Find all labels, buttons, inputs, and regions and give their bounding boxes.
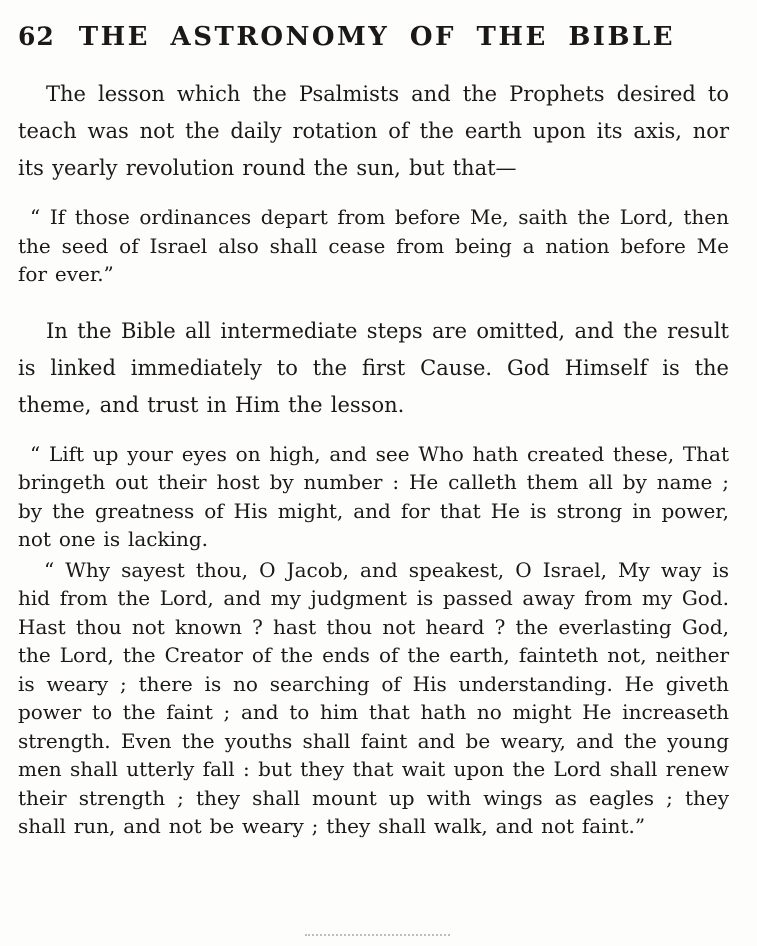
- paragraph-lesson: The lesson which the Psalmists and the Prophets desired to teach was not the daily rotation of the earth upon its axis, nor its yearly revolution round the sun, but that—: [18, 82, 729, 180]
- quotation-ordinances: “ If those ordinances depart from before Me, saith the Lord, then the seed of Israel also shall cease from being a nation before Me for ever.”: [18, 205, 729, 286]
- page-number: 62: [18, 22, 55, 51]
- page-header: [18, 22, 729, 52]
- quotation-why-sayest-thou: “ Why sayest thou, O Jacob, and speakest, O Israel, My way is hid from the Lord, and my judgment is passed away from my God. Hast thou not known ? hast thou not heard ? the everlasting God, the Lord, the Creator of the ends of the earth, fainteth not, neither is weary ; there is no searching of His understanding. He giveth power to the faint ; and to him that hath no might He increaseth strength. Even the youths shall faint and be weary, and the young men shall utterly fall : but they that wait upon the Lord shall renew their strength ; they shall mount up with wings as eagles ; they shall run, and not be weary ; they shall walk, and not faint.”: [18, 557, 729, 838]
- scan-artifact: [305, 934, 450, 936]
- running-title: THE ASTRONOMY OF THE BIBLE: [78, 22, 676, 52]
- paragraph-bible-steps: In the Bible all intermediate steps are omitted, and the result is linked immediately to the first Cause. God Himself is the theme, and trust in Him the lesson.: [18, 318, 729, 417]
- quotation-lift-up-eyes: “ Lift up your eyes on high, and see Who hath created these, That bringeth out their host by number : He calleth them all by name ; by the greatness of His might, and for that He is strong in power, not one is lacking.: [18, 441, 729, 551]
- page-body: [18, 76, 729, 841]
